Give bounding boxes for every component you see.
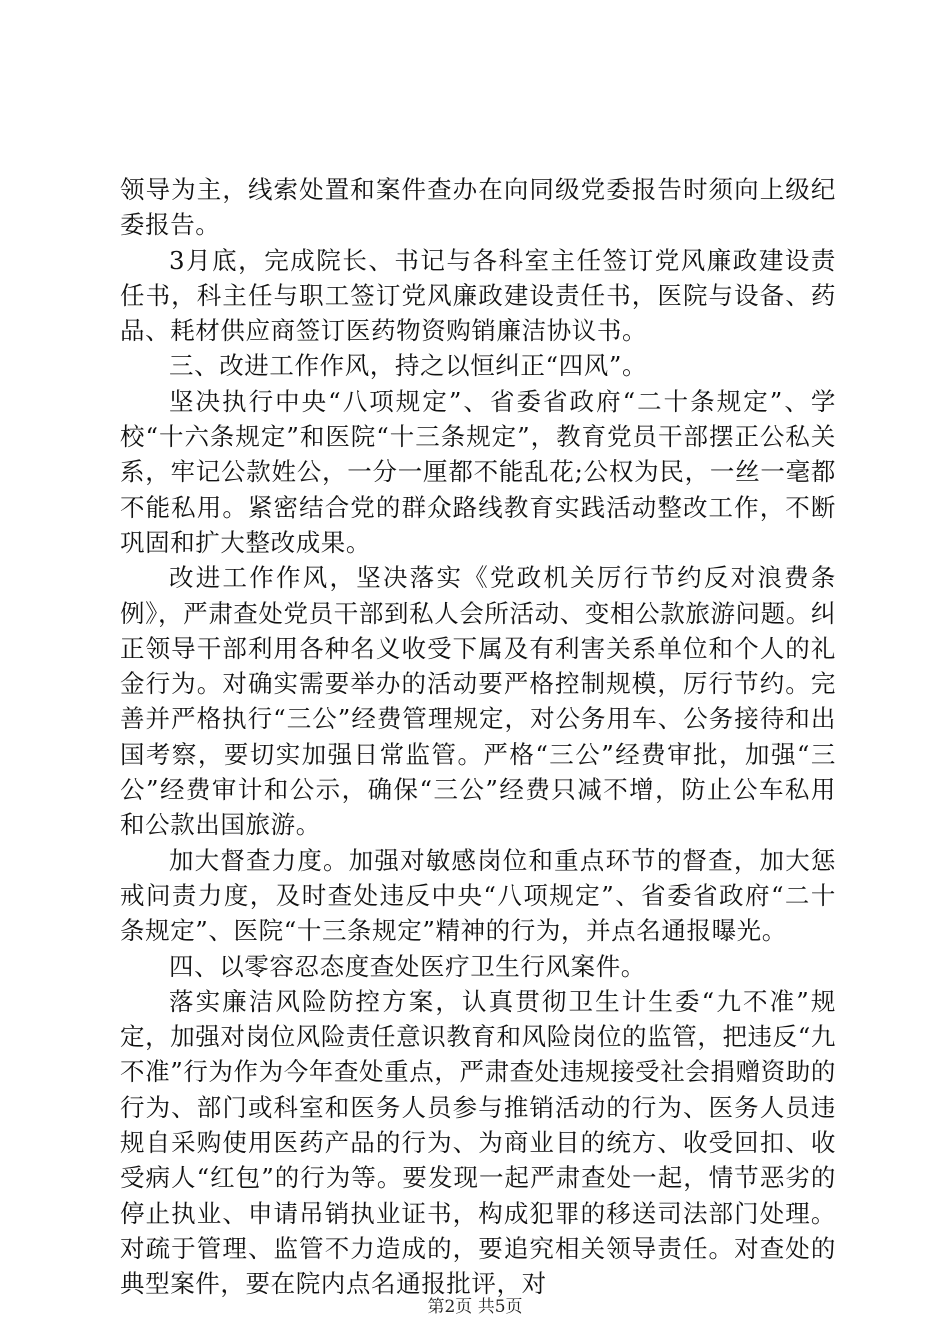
section-heading-4: 四、以零容忍态度查处医疗卫生行风案件。	[169, 951, 646, 981]
paragraph-supervision: 加大督查力度。加强对敏感岗位和重点环节的督查，加大惩戒问责力度，及时查处违反中央“八项规定”、省委省政府“二十条规定”、医院“十三条规定”精神的行为，并点名通报曝光。	[120, 845, 836, 946]
paragraph-continued: 领导为主，线索处置和案件查办在向同级党委报告时须向上级纪委报告。	[120, 175, 836, 240]
paragraph-risk-control: 落实廉洁风险防控方案，认真贯彻卫生计生委“九不准”规定，加强对岗位风险责任意识教育和风险岗位的监管，把违反“九不准”行为作为今年查处重点，严肃查处违规接受社会捐赠资助的行为、部门或科室和医务人员参与推销活动的行为、医务人员违规自采购使用医药产品的行为、为商业目的统方、收受回扣、收受病人“红包”的行为等。要发现一起严肃查处一起，情节恶劣的停止执业、申请吊销执业证书，构成犯罪的移送司法部门处理。对疏于管理、监管不力造成的，要追究相关领导责任。对查处的典型案件，要在院内点名通报批评，对	[120, 986, 836, 1299]
paragraph-eight-rules: 坚决执行中央“八项规定”、省委省政府“二十条规定”、学校“十六条规定”和医院“十三条规定”，教育党员干部摆正公私关系，牢记公款姓公，一分一厘都不能乱花;公权为民，一丝一毫都不能私用。紧密结合党的群众路线教育实践活动整改工作，不断巩固和扩大整改成果。	[120, 386, 836, 557]
paragraph-responsibility-letters: 3月底，完成院长、书记与各科室主任签订党风廉政建设责任书，科主任与职工签订党风廉政建设责任书，医院与设备、药品、耗材供应商签订医药物资购销廉洁协议书。	[120, 245, 836, 346]
paragraph-work-style: 改进工作作风，坚决落实《党政机关厉行节约反对浪费条例》，严肃查处党员干部到私人会所活动、变相公款旅游问题。纠正领导干部利用各种名义收受下属及有利害关系单位和个人的礼金行为。对确实需要举办的活动要严格控制规模，厉行节约。完善并严格执行“三公”经费管理规定，对公务用车、公务接待和出国考察，要切实加强日常监管。严格“三公”经费审批，加强“三公”经费审计和公示，确保“三公”经费只减不增，防止公车私用和公款出国旅游。	[120, 563, 836, 840]
section-heading-3: 三、改进工作作风，持之以恒纠正“四风”。	[169, 351, 648, 381]
document-body	[120, 172, 836, 1302]
page-number-footer: 第2页 共5页	[427, 1297, 523, 1317]
